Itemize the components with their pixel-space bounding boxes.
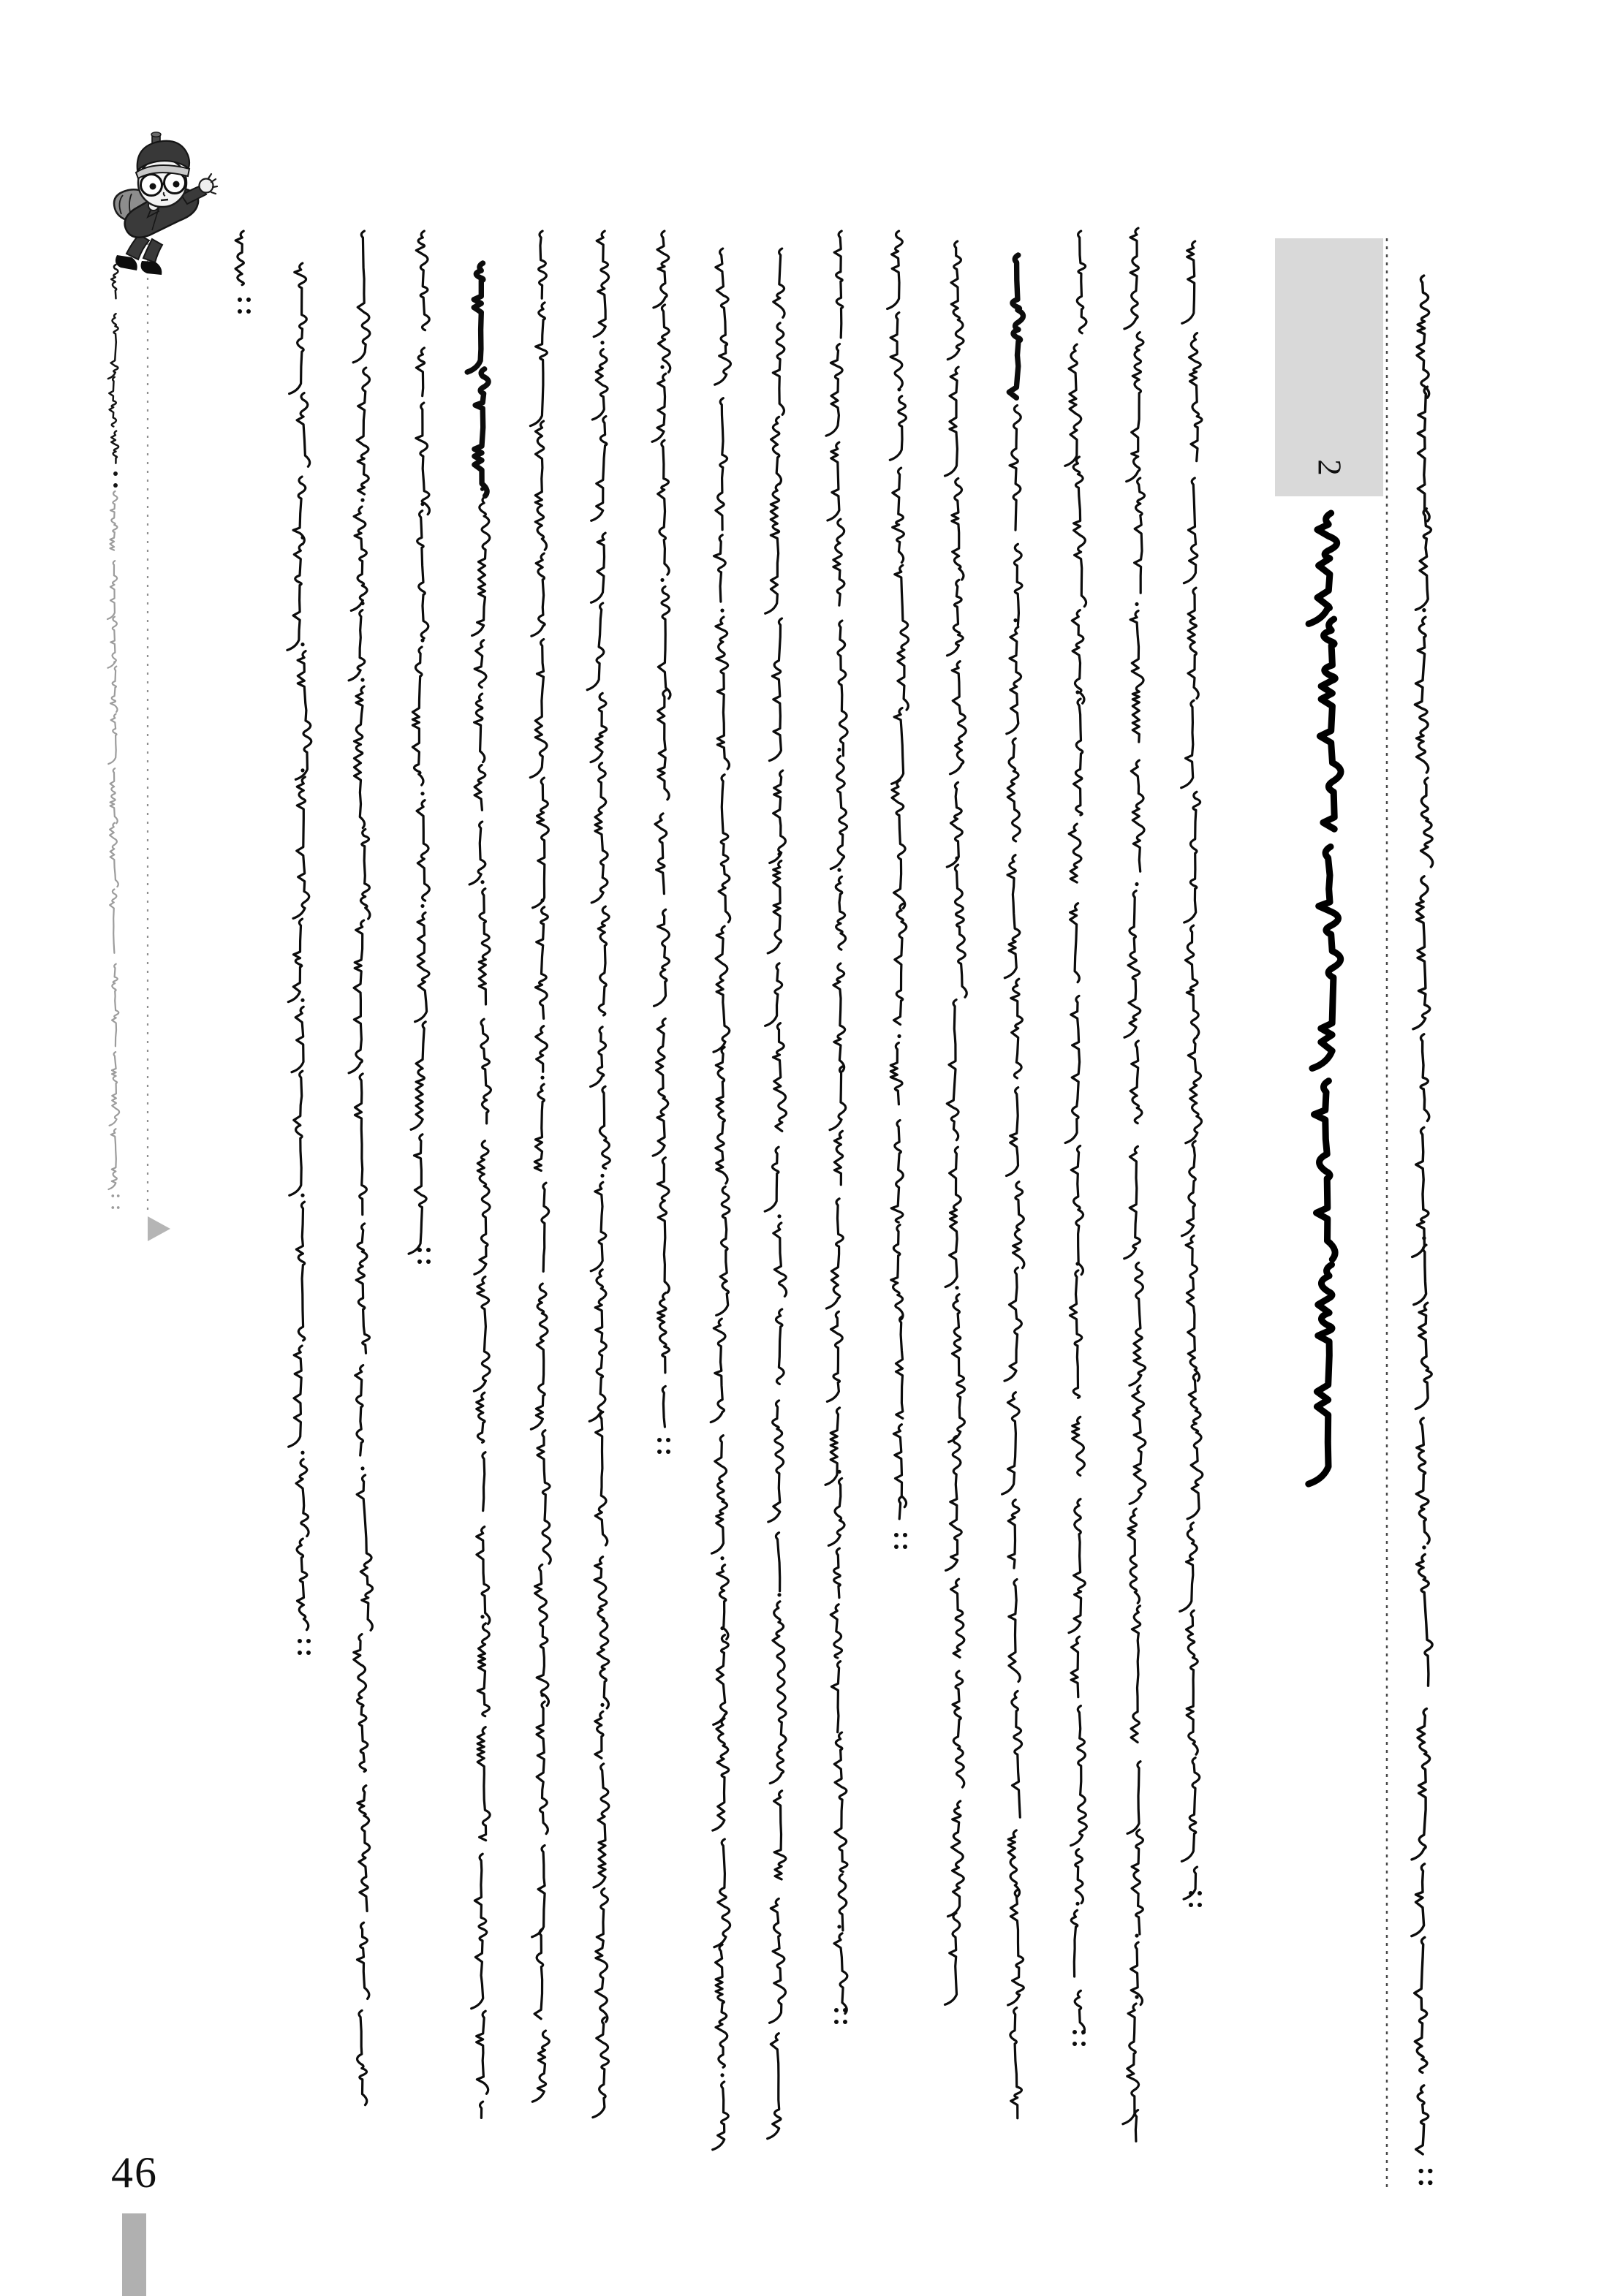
text-column-lead bbox=[1412, 276, 1433, 2185]
text-column-c3 bbox=[349, 231, 372, 2105]
text-column-title bbox=[1309, 513, 1341, 1484]
text-column-c17 bbox=[1180, 241, 1203, 1907]
text-column-c13 bbox=[945, 241, 967, 2004]
text-column-c15 bbox=[1065, 231, 1087, 2046]
text-column-c11 bbox=[825, 231, 847, 2024]
text-column-c4 bbox=[409, 231, 431, 1264]
text-column-c10 bbox=[765, 249, 786, 2139]
text-column-sidebar-note bbox=[107, 491, 120, 1209]
text-column-c1 bbox=[235, 231, 251, 314]
text-column-c14 bbox=[1002, 255, 1024, 2118]
text-column-c7 bbox=[587, 231, 610, 2118]
text-column-c6 bbox=[530, 231, 551, 2102]
text-column-c5 bbox=[467, 263, 491, 2118]
page-number: 46 bbox=[111, 2148, 158, 2197]
text-column-c2 bbox=[287, 263, 311, 1655]
text-column-sidebar-label bbox=[108, 265, 118, 488]
text-column-c12 bbox=[888, 231, 909, 1549]
cap-icon bbox=[136, 132, 189, 178]
text-column-c8 bbox=[652, 231, 670, 1454]
section-number: 2 bbox=[1311, 459, 1348, 476]
text-column-c9 bbox=[711, 249, 730, 2150]
text-column-c16 bbox=[1123, 228, 1146, 2141]
legs-and-boots bbox=[116, 235, 162, 275]
footer-tab bbox=[122, 2213, 146, 2296]
flying-boy-illustration bbox=[110, 128, 219, 281]
